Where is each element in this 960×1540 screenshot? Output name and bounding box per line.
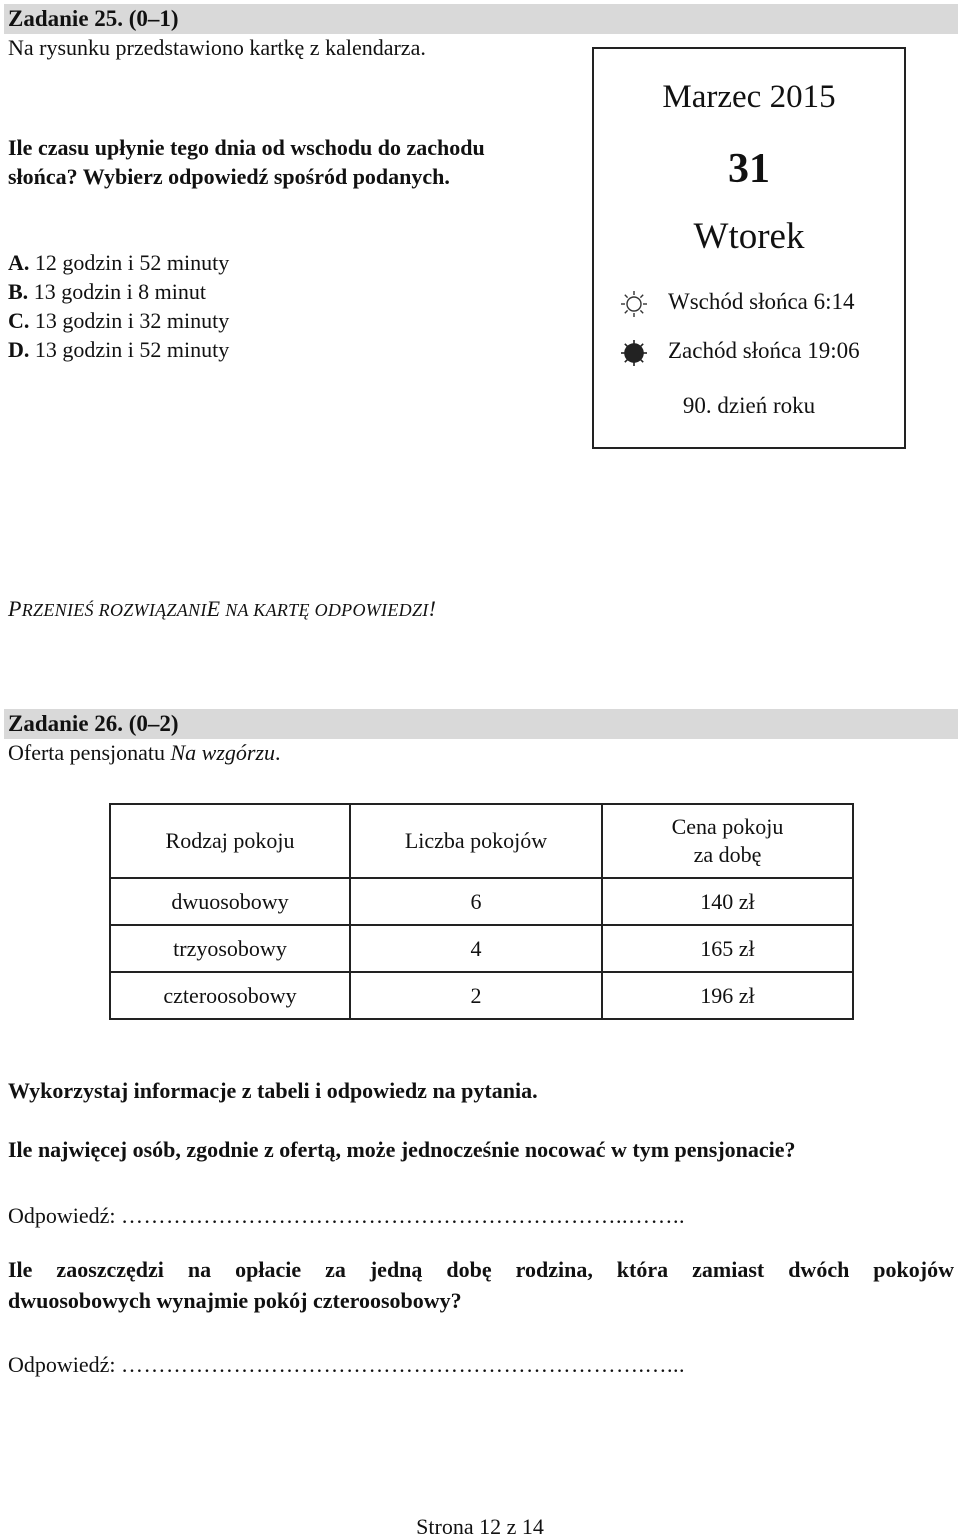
header-price-line-2: za dobę (693, 842, 762, 867)
sunset-row (620, 336, 860, 367)
table-cell: 165 zł (602, 925, 853, 972)
table-row (110, 878, 853, 925)
answer-dots: …………………………………………………………….…... (121, 1352, 686, 1377)
table-row (110, 925, 853, 972)
answer-label: Odpowiedź: (8, 1352, 116, 1377)
calendar-day-of-year: 90. dzień roku (682, 393, 816, 418)
option-letter: A. (8, 250, 30, 275)
option-letter: C. (8, 308, 30, 333)
option-text: 13 godzin i 8 minut (28, 279, 207, 304)
page-number: Strona 12 z 14 (416, 1514, 544, 1539)
table-row (110, 972, 853, 1019)
notice-exclamation: ! (428, 596, 437, 621)
table-cell: czteroosobowy (110, 972, 350, 1019)
calendar-month: Marzec 2015 (662, 79, 836, 115)
table-cell: 140 zł (602, 878, 853, 925)
table-cell: 6 (350, 878, 602, 925)
task-25-header: Zadanie 25. (0–1) (4, 4, 958, 34)
notice-text-2: NA KARTĘ ODPOWIEDZI (220, 600, 429, 620)
task-25-intro: Na rysunku przedstawiono kartkę z kalendarza. (8, 35, 426, 60)
answer-line-2[interactable] (8, 1352, 685, 1378)
table-cell: trzyosobowy (110, 925, 350, 972)
table-cell: 2 (350, 972, 602, 1019)
notice-cap-p: P (8, 596, 22, 621)
calendar-weekday: Wtorek (693, 216, 805, 257)
offer-table (109, 803, 854, 1020)
notice-text-1: RZENIEŚ ROZWIĄZANI (21, 600, 207, 620)
table-header-row (110, 804, 853, 878)
option-a[interactable] (8, 249, 229, 277)
table-cell: 196 zł (602, 972, 853, 1019)
table-cell: 4 (350, 925, 602, 972)
header-room-type: Rodzaj pokoju (110, 804, 350, 878)
option-d[interactable] (8, 336, 229, 364)
header-room-count: Liczba pokojów (350, 804, 602, 878)
intro-suffix: . (275, 740, 281, 765)
table-cell: dwuosobowy (110, 878, 350, 925)
task-26-question-2-line-1: Ile zaoszczędzi na opłacie za jedną dobę rodzina, która zamiast dwóch pokojów (8, 1257, 954, 1282)
sunrise-icon (620, 290, 648, 318)
header-room-price (602, 804, 853, 878)
task-26-header: Zadanie 26. (0–2) (4, 709, 958, 739)
answer-label: Odpowiedź: (8, 1203, 116, 1228)
option-b[interactable] (8, 278, 206, 306)
intro-prefix: Oferta pensjonatu (8, 740, 171, 765)
option-letter: B. (8, 279, 29, 304)
notice-cap-e: E (206, 596, 221, 621)
option-text: 13 godzin i 32 minuty (29, 308, 230, 333)
task-26-intro (8, 739, 281, 767)
task-25-question-line-2: słońca? Wybierz odpowiedź spośród podanych. (8, 164, 450, 189)
answer-line-1[interactable] (8, 1203, 685, 1229)
task-26-question-2-line-2: dwuosobowych wynajmie pokój czteroosobowy? (8, 1288, 462, 1313)
option-text: 12 godzin i 52 minuty (29, 250, 230, 275)
answer-dots: …………………………………………………………..…….. (121, 1203, 686, 1228)
calendar-card (592, 47, 906, 449)
calendar-day: 31 (728, 146, 770, 192)
task-26-instruction: Wykorzystaj informacje z tabeli i odpowiedz na pytania. (8, 1078, 538, 1103)
guesthouse-name: Na wzgórzu (170, 740, 276, 765)
sunrise-row (620, 287, 855, 318)
task-26-question-1: Ile najwięcej osób, zgodnie z ofertą, może jednocześnie nocować w tym pensjonacie? (8, 1137, 796, 1162)
sunset-icon (620, 339, 648, 367)
task-25-question-line-1: Ile czasu upłynie tego dnia od wschodu do zachodu (8, 135, 485, 160)
option-letter: D. (8, 337, 30, 362)
option-c[interactable] (8, 307, 229, 335)
sunset-text: Zachód słońca 19:06 (668, 338, 860, 363)
sunrise-text: Wschód słońca 6:14 (668, 289, 855, 314)
transfer-answer-notice (8, 596, 436, 622)
option-text: 13 godzin i 52 minuty (29, 337, 230, 362)
header-price-line-1: Cena pokoju (671, 814, 784, 839)
